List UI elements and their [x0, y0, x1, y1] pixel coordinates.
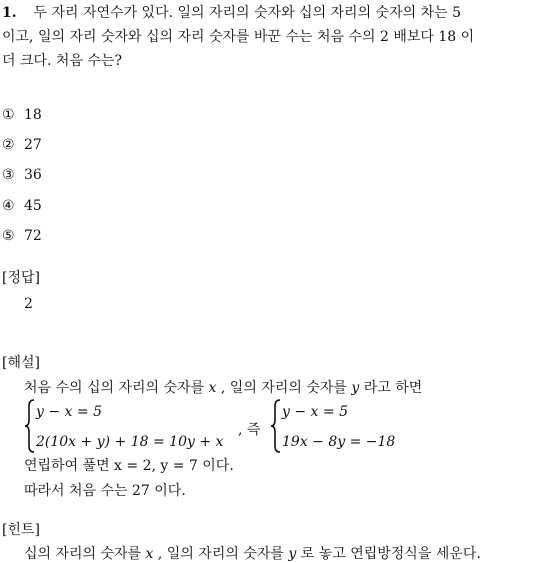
- question-text-line-1: 두 자리 자연수가 있다. 일의 자리의 숫자와 십의 자리의 숫자의 차는 5: [33, 5, 461, 21]
- explanation-text: 라고 하면: [363, 380, 423, 396]
- variable-y: y: [288, 546, 297, 562]
- choice-2: [2, 136, 42, 154]
- system2-equation-1: y − x = 5: [282, 404, 348, 420]
- variable-y: y: [351, 380, 360, 396]
- question-line-1: [2, 4, 461, 22]
- choice-mark: ③: [2, 167, 15, 183]
- choice-value: 27: [24, 137, 42, 153]
- hint-text-part: 십의 자리의 숫자를: [24, 546, 142, 562]
- explanation-line-4: 연립하여 풀면 x = 2, y = 7 이다.: [24, 458, 234, 474]
- choice-5: [2, 227, 42, 245]
- choice-mark: ④: [2, 198, 15, 214]
- hint-label: [힌트]: [2, 522, 40, 538]
- choice-value: 72: [24, 228, 42, 244]
- hint-text-part: 로 놓고 연립방정식을 세운다.: [300, 546, 481, 562]
- choice-value: 36: [24, 167, 42, 183]
- question-number: 1.: [2, 5, 17, 21]
- hint-text: [24, 545, 481, 563]
- choice-mark: ②: [2, 137, 15, 153]
- hint-text-part: , 일의 자리의 숫자를: [157, 546, 284, 562]
- choice-value: 18: [24, 107, 42, 123]
- connector-text: , 즉: [238, 422, 261, 438]
- choice-mark: ⑤: [2, 228, 15, 244]
- variable-x: x: [208, 380, 217, 396]
- explanation-label: [해설]: [2, 355, 40, 371]
- explanation-text: , 일의 자리의 숫자를: [220, 380, 347, 396]
- choice-1: [2, 106, 42, 124]
- answer-label: [정답]: [2, 270, 40, 286]
- system1-equation-1: y − x = 5: [36, 404, 102, 420]
- left-brace-icon: [24, 398, 36, 454]
- question-text-line-2: 이고, 일의 자리 숫자와 십의 자리 숫자를 바꾼 수는 처음 수의 2 배보다 18 이: [2, 29, 475, 45]
- system1-equation-2: 2(10x + y) + 18 = 10y + x: [36, 434, 224, 450]
- variable-x: x: [145, 546, 154, 562]
- choice-4: [2, 197, 42, 215]
- answer-value: 2: [24, 296, 33, 312]
- system2-equation-2: 19x − 8y = −18: [282, 434, 396, 450]
- left-brace-icon: [270, 398, 282, 454]
- choice-value: 45: [24, 198, 42, 214]
- choice-mark: ①: [2, 107, 15, 123]
- question-text-line-3: 더 크다. 처음 수는?: [2, 53, 122, 69]
- explanation-line-5: 따라서 처음 수는 27 이다.: [24, 483, 186, 499]
- choice-3: [2, 166, 42, 184]
- explanation-text: 처음 수의 십의 자리의 숫자를: [24, 380, 205, 396]
- explanation-line-1: [24, 379, 422, 397]
